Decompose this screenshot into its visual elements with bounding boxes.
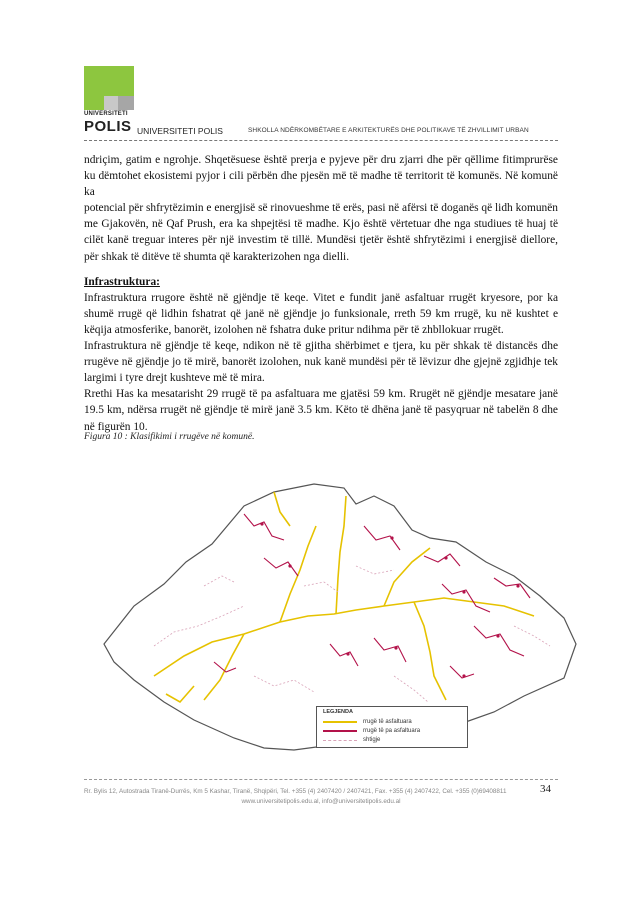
paragraph-intro-2: potencial për shfrytëzimin e energjisë së rinovueshme të erës, pasi në afërsi të doganës që lidh komunën me Gjakovën, në Qaf Prush, era ka shpejtësi të madhe. Kjo është vërtetuar dhe nga studiues të huaj të cilët kanë treguar interes për një investim të tillë. Mundësi tjetër është shfrytëzimi i energjisë diellore, për shkak të ditëve të shumta që karakterizohen nga dielli. (84, 202, 558, 263)
logo-gray-square-light (104, 96, 118, 110)
logo-gray-square-dark (118, 96, 134, 110)
body-text (84, 152, 558, 435)
footer-address: Rr. Bylis 12, Autostrada Tiranë-Durrës, Km 5 Kashar, Tiranë, Shqipëri, Tel. +355 (4) 2407420 / 2407421, Fax. +355 (4) 2407422, Cel. +355 (0)69408811 (84, 788, 507, 795)
logo-green-block-right (118, 66, 134, 96)
paragraph-infra-3: Rrethi Has ka mesatarisht 29 rrugë të pa asfaltuara me gjatësi 59 km. Rrugët në gjëndje mesatare janë 19.5 km, ndërsa rrugët në gjëndje të mirë janë 3.5 km. Këto të dhëna janë të pasyqruar në tabelën 8 dhe në figurën 10. (84, 388, 558, 433)
legend-swatch-trail (323, 740, 357, 741)
footer-divider (84, 779, 558, 780)
legend-item-trail (323, 736, 380, 744)
logo-univ-text: UNIVERSITETI (84, 111, 128, 117)
logo (84, 66, 136, 124)
footer-web: www.universitetipolis.edu.al, info@universitetipolis.edu.al (241, 798, 401, 805)
legend-label-trail: shtigje (363, 737, 381, 743)
page-number: 34 (540, 783, 551, 795)
school-name: SHKOLLA NDËRKOMBËTARE E ARKITEKTURËS DHE POLITIKAVE TË ZHVILLIMIT URBAN (248, 127, 529, 134)
paragraph-infra-2: Infrastruktura në gjëndje të keqe, ndikon në të gjitha shërbimet e tjera, ku për shkak të distancës dhe rrugëve në gjëndje jo të mirë, banorët izolohen, nuk kanë mundësi për të lëvizur dhe gjejnë zgjidhje tek largimi i tyre drejt kushteve më të mira. (84, 340, 558, 385)
university-name: UNIVERSITETI POLIS (137, 126, 223, 136)
paragraph-intro-1: ndriçim, gatim e ngrohje. Shqetësuese është prerja e pyjeve për dru zjarri dhe për qëllime fitimprurëse ku dëmtohet ekosistemi pyjor i cili përbën dhe pjesën më të madhe të territorit të komunës. Në komunë ka (84, 154, 558, 199)
header-divider (84, 140, 558, 141)
legend-label-paved: rrugë të asfaltuara (363, 719, 412, 725)
paragraph-infra-1: Infrastruktura rrugore është në gjëndje të keqe. Vitet e fundit janë asfaltuar rrugët kryesore, por ka shumë rrugë që lidhin fshatrat që janë në gjëndje jo funksionale, rreth 59 km rrugë, ku në kushtet e këqija atmosferike, banorët, izolohen në fshatra duke pritur ndihma për të zhbllokuar rrugët. (84, 291, 558, 336)
legend-swatch-unpaved (323, 730, 357, 732)
figure-caption: Figura 10 : Klasifikimi i rrugëve në komunë. (84, 432, 255, 442)
legend-swatch-paved (323, 721, 357, 723)
legend-label-unpaved: rrugë të pa asfaltuara (363, 728, 421, 734)
legend-title: LEGJENDA (323, 709, 353, 715)
legend-item-paved (323, 718, 412, 726)
map-legend (316, 706, 468, 748)
section-heading-infrastructure: Infrastruktura: (84, 275, 160, 288)
legend-item-unpaved (323, 727, 420, 735)
logo-brand-text: POLIS (84, 118, 132, 135)
